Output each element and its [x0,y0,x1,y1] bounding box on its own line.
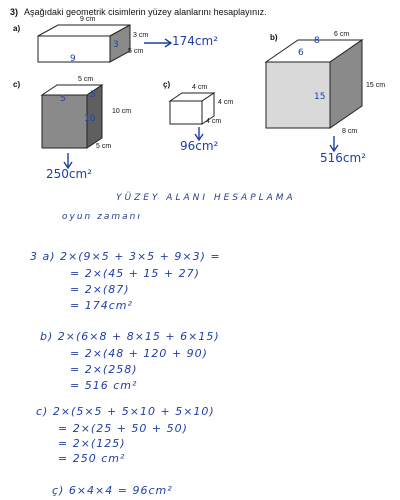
solution-b-line-4: = 516 cm² [70,379,138,392]
figure-a-width: 5 cm [128,48,144,55]
solution-d [52,484,173,497]
solution-c-line-3: = 2×(125) [58,437,126,450]
figure-c-label: c) [13,80,21,89]
solution-b-line-1: b) 2×(6×8 + 8×15 + 6×15) [40,330,220,343]
solution-c-line-2: = 2×(25 + 50 + 50) [58,422,188,435]
figure-d-top: 4 cm [192,84,208,91]
figure-a-height: 3 cm [133,32,149,39]
figure-a-note-length: 9 [70,54,76,64]
figure-a-length: 9 cm [80,16,96,23]
figure-c-depth: 5 cm [96,143,112,150]
figure-b-answer: 516cm² [320,151,367,165]
figure-d-depth: 4 cm [206,118,222,125]
figure-a-note-height: 3 [113,40,119,50]
figure-c-top: 5 cm [78,76,94,83]
figure-c-note-3: 10 [84,114,96,124]
figure-a-answer: 174cm² [172,34,219,48]
figure-d-label: ç) [163,80,171,89]
figure-c-note-2: 5 [90,90,96,100]
figure-d-height: 4 cm [218,99,234,106]
solution-a-line-3: = 2×(87) [70,283,130,296]
figure-b-depth: 8 cm [342,128,358,135]
solution-a-line-1: 3 a) 2×(9×5 + 3×5 + 9×3) = [30,250,221,263]
solution-d-line-1: ç) 6×4×4 = 96cm² [52,484,173,497]
figure-b-label: b) [270,33,278,42]
figure-b-height: 15 cm [366,82,386,89]
figure-b-note-top: 8 [314,36,320,46]
figure-a-label: a) [13,24,21,33]
solution-b-line-2: = 2×(48 + 120 + 90) [70,347,208,360]
handwritten-title: YÜZEY ALANI HESAPLAMA [116,193,296,203]
handwritten-subtitle: oyun zamanı [62,212,142,222]
figure-b-note-depth: 6 [298,48,304,58]
solution-a [30,250,221,312]
solution-c [36,405,215,465]
figure-d-answer: 96cm² [180,139,219,153]
question-prompt: Aşağıdaki geometrik cisimlerin yüzey alanlarını hesaplayınız. [24,7,267,17]
figure-c-note-1: 5 [60,94,66,104]
solution-c-line-1: c) 2×(5×5 + 5×10 + 5×10) [36,405,215,418]
solution-a-line-4: = 174cm² [70,299,133,312]
solution-b-line-3: = 2×(258) [70,363,138,376]
figure-b-top: 6 cm [334,31,350,38]
solution-c-line-4: = 250 cm² [58,452,126,465]
figure-c-height: 10 cm [112,108,132,115]
figure-c-answer: 250cm² [46,167,93,181]
solution-b [40,330,220,392]
solution-a-line-2: = 2×(45 + 15 + 27) [70,267,200,280]
question-number: 3) [10,7,19,17]
figure-b-note-height: 15 [314,92,326,102]
